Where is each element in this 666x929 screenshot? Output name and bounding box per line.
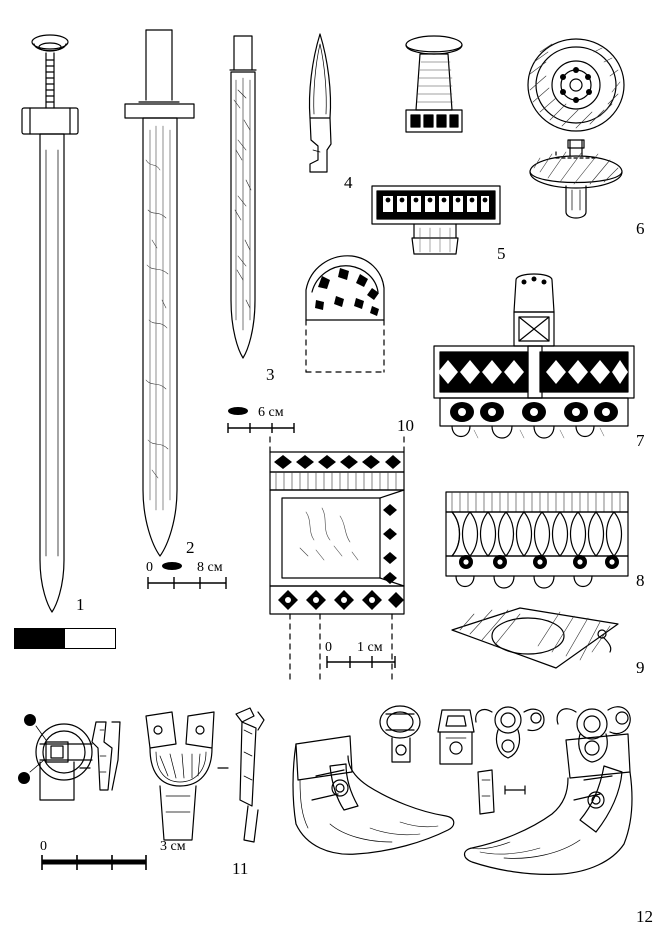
artifact-11-buckles <box>18 708 264 842</box>
artifact-8-strap-mount <box>446 492 628 588</box>
figure-label-2: 2 <box>186 538 195 557</box>
figure-label-5: 5 <box>497 244 506 263</box>
artifact-4-point <box>309 34 331 172</box>
artifact-1-sword <box>22 35 78 612</box>
artifact-5-hilt <box>372 36 500 254</box>
artifact-12-footwear <box>293 706 632 874</box>
scale-label-10: 1 см <box>357 640 383 655</box>
figure-label-12: 12 <box>636 907 653 926</box>
artifact-3-blade <box>230 36 256 358</box>
artifact-10a-arched-plaque <box>306 256 384 372</box>
scale-zero-10: 0 <box>325 640 332 655</box>
figure-label-7: 7 <box>636 431 645 450</box>
scale-zero-2: 0 <box>146 560 153 575</box>
artifact-6-disc-brooch <box>528 39 624 218</box>
figure-label-3: 3 <box>266 365 275 384</box>
artifact-10b-rect-plaque <box>270 436 404 680</box>
figure-label-6: 6 <box>636 219 645 238</box>
figure-label-1: 1 <box>76 595 85 614</box>
figure-label-10: 10 <box>397 416 414 435</box>
figure-label-4: 4 <box>344 173 353 192</box>
figure-label-8: 8 <box>636 571 645 590</box>
scale-bar-segment-black <box>15 629 65 648</box>
scale-label-11: 3 см <box>160 839 186 854</box>
artifact-9-oval-plate <box>452 608 618 668</box>
scale-label-2: 8 см <box>197 560 223 575</box>
scale-bar-segment-white <box>65 629 115 648</box>
figure-label-11: 11 <box>232 859 249 878</box>
artifact-7-mount <box>434 274 634 438</box>
artifact-2-scabbard <box>125 30 194 556</box>
scale-bar-block-1 <box>14 628 116 649</box>
scale-zero-11: 0 <box>40 839 47 854</box>
figure-label-9: 9 <box>636 658 645 677</box>
scale-label-3: 6 см <box>258 405 284 420</box>
